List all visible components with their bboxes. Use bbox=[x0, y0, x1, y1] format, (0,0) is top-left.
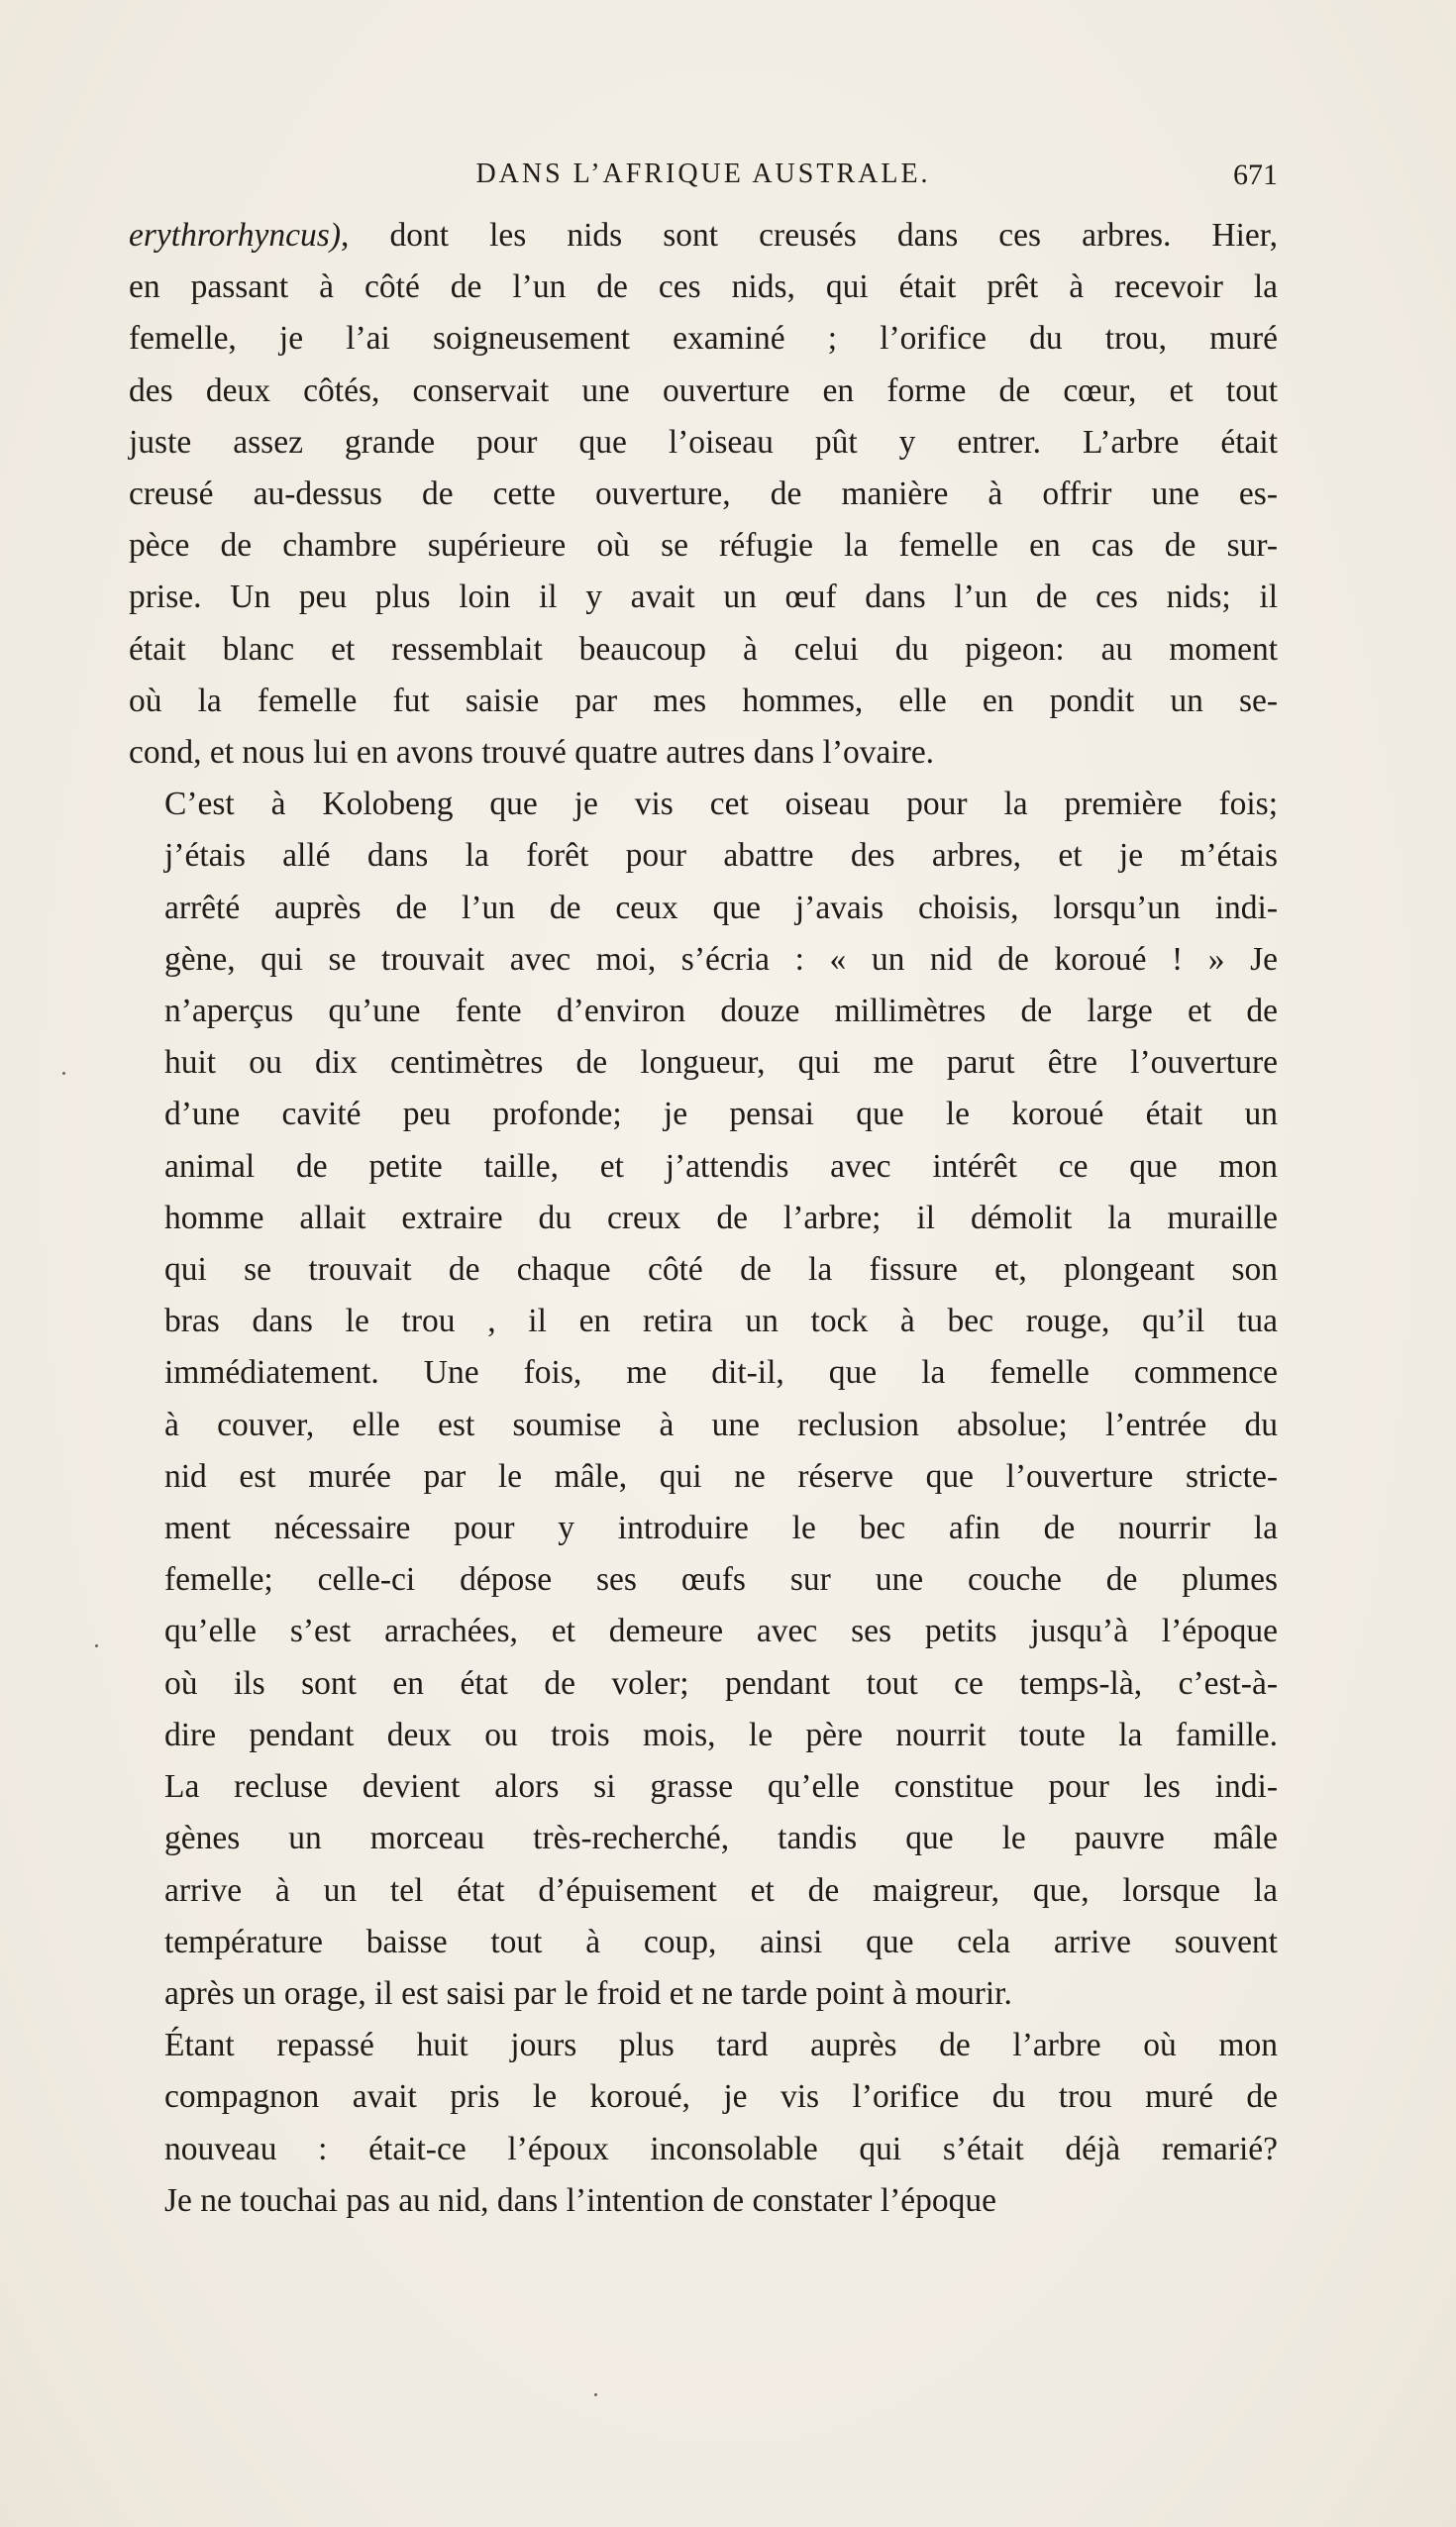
text-line: après un orage, il est saisi par le froid et ne tarde point à mourir. bbox=[164, 1974, 1012, 2012]
running-title: DANS L’AFRIQUE AUSTRALE. bbox=[475, 158, 931, 189]
text-line: C’est à Kolobeng que je vis cet oiseau pour la première fois; bbox=[164, 786, 1278, 823]
text-line: Je ne touchai pas au nid, dans l’intention de constater l’époque bbox=[164, 2181, 997, 2219]
text-line: où la femelle fut saisie par mes hommes, elle en pondit un se- bbox=[129, 682, 1278, 719]
text-line: à couver, elle est soumise à une reclusion absolue; l’entrée du bbox=[164, 1406, 1278, 1443]
text-line: était blanc et ressemblait beaucoup à celui du pigeon: au moment bbox=[129, 630, 1278, 668]
text-line: immédiatement. Une fois, me dit-il, que la femelle commence bbox=[164, 1354, 1278, 1392]
text-line: cond, et nous lui en avons trouvé quatre autres dans l’ovaire. bbox=[129, 734, 935, 772]
text-line: prise. Un peu plus loin il y avait un œuf dans l’un de ces nids; il bbox=[129, 579, 1278, 616]
text-line: La recluse devient alors si grasse qu’elle constitue pour les indi- bbox=[164, 1768, 1278, 1806]
text-line: qui se trouvait de chaque côté de la fissure et, plongeant son bbox=[164, 1251, 1278, 1289]
text-line: ment nécessaire pour y introduire le bec afin de nourrir la bbox=[164, 1510, 1278, 1547]
text-line: creusé au-dessus de cette ouverture, de manière à offrir une es- bbox=[129, 475, 1278, 513]
text-line: compagnon avait pris le koroué, je vis l’orifice du trou muré de bbox=[164, 2078, 1278, 2116]
text-line: d’une cavité peu profonde; je pensai que le koroué était un bbox=[164, 1096, 1278, 1133]
line-text: , dont les nids sont creusés dans ces arbres. Hier, bbox=[341, 217, 1278, 254]
text-line: j’étais allé dans la forêt pour abattre des arbres, et je m’étais bbox=[164, 837, 1278, 875]
text-line: gène, qui se trouvait avec moi, s’écria : « un nid de koroué ! » Je bbox=[164, 940, 1278, 978]
text-line: homme allait extraire du creux de l’arbre; il démolit la muraille bbox=[164, 1199, 1278, 1236]
page-number: 671 bbox=[1233, 158, 1278, 191]
text-line: où ils sont en état de voler; pendant tout ce temps-là, c’est-à- bbox=[164, 1664, 1278, 1702]
text-line: dire pendant deux ou trois mois, le père nourrit toute la famille. bbox=[164, 1716, 1278, 1753]
text-line bbox=[129, 210, 1278, 262]
text-line: huit ou dix centimètres de longueur, qui me parut être l’ouverture bbox=[164, 1044, 1278, 1082]
text-line: des deux côtés, conservait une ouverture en forme de cœur, et tout bbox=[129, 371, 1278, 409]
text-line: arrêté auprès de l’un de ceux que j’avais choisis, lorsqu’un indi- bbox=[164, 889, 1278, 926]
text-line: animal de petite taille, et j’attendis avec intérêt ce que mon bbox=[164, 1147, 1278, 1185]
paper-speck bbox=[95, 1644, 98, 1647]
text-line: Étant repassé huit jours plus tard auprès de l’arbre où mon bbox=[164, 2027, 1278, 2064]
text-line: gènes un morceau très-recherché, tandis que le pauvre mâle bbox=[164, 1820, 1278, 1857]
running-head bbox=[129, 158, 1278, 198]
paragraph bbox=[129, 779, 1278, 2020]
paragraph bbox=[129, 210, 1278, 779]
paper-speck bbox=[62, 1072, 65, 1075]
text-line: juste assez grande pour que l’oiseau pût y entrer. L’arbre était bbox=[129, 423, 1278, 461]
text-line: n’aperçus qu’une fente d’environ douze millimètres de large et de bbox=[164, 993, 1278, 1030]
text-line: température baisse tout à coup, ainsi que cela arrive souvent bbox=[164, 1923, 1278, 1960]
text-line: qu’elle s’est arrachées, et demeure avec ses petits jusqu’à l’époque bbox=[164, 1613, 1278, 1650]
text-line: arrive à un tel état d’épuisement et de maigreur, que, lorsque la bbox=[164, 1871, 1278, 1909]
text-line: femelle; celle-ci dépose ses œufs sur une couche de plumes bbox=[164, 1561, 1278, 1599]
species-name: erythrorhyncus) bbox=[129, 217, 341, 254]
text-line: pèce de chambre supérieure où se réfugie la femelle en cas de sur- bbox=[129, 527, 1278, 565]
body-text bbox=[129, 210, 1278, 2227]
text-line: en passant à côté de l’un de ces nids, qui était prêt à recevoir la bbox=[129, 268, 1278, 306]
text-line: bras dans le trou , il en retira un tock à bec rouge, qu’il tua bbox=[164, 1303, 1278, 1340]
paper-speck bbox=[594, 2393, 597, 2396]
text-line: nid est murée par le mâle, qui ne réserve que l’ouverture stricte- bbox=[164, 1457, 1278, 1495]
paragraph bbox=[129, 2020, 1278, 2227]
text-line: femelle, je l’ai soigneusement examiné ; l’orifice du trou, muré bbox=[129, 320, 1278, 358]
text-line: nouveau : était-ce l’époux inconsolable qui s’était déjà remarié? bbox=[164, 2130, 1278, 2167]
